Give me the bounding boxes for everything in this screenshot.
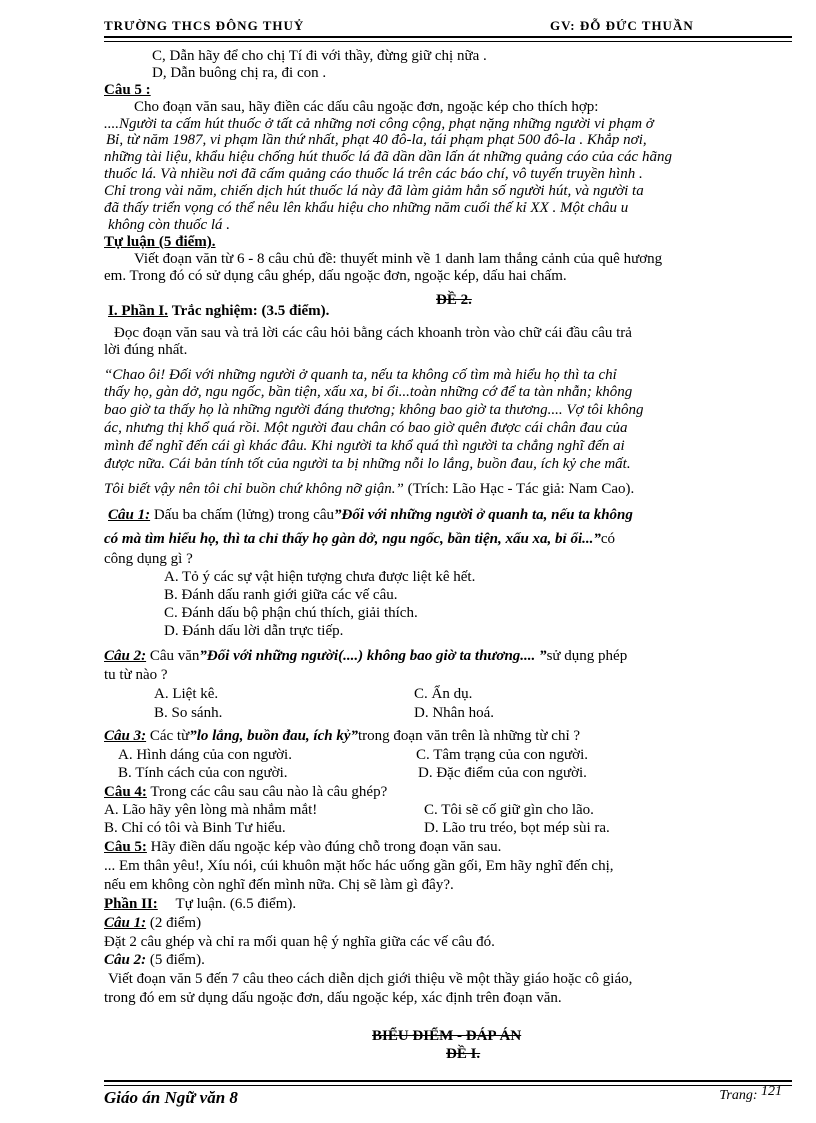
option-d-line: D, Dẫn buông chị ra, đi con . bbox=[152, 65, 327, 81]
question-5-heading: Câu 5 : bbox=[104, 82, 151, 98]
question-1-tail: có bbox=[600, 531, 616, 547]
essay-question-1-points: (2 điểm) bbox=[146, 915, 202, 931]
essay-question-2-text: Viết đoạn văn 5 đến 7 câu theo cách diễn dịch giới thiệu về một thầy giáo hoặc cô giáo, bbox=[108, 971, 633, 987]
essay-line: Viết đoạn văn từ 6 - 8 câu chủ đề: thuyết minh về 1 danh lam thắng cảnh của quê hương bbox=[134, 251, 663, 267]
part-2-label: Phần II: bbox=[104, 896, 158, 912]
answer-option: A. Hình dáng của con người. bbox=[118, 747, 292, 763]
passage-line: Bỉ, từ năm 1987, vi phạm lần thứ nhất, phạt 40 đô-la, tái phạm phạt 500 đô-la . Khắp nơi, bbox=[106, 132, 647, 148]
essay-question-1-label: Câu 1: bbox=[104, 915, 147, 931]
exam-1-title: ĐỀ I. bbox=[446, 1046, 481, 1062]
page-header bbox=[104, 16, 792, 32]
part-1-heading bbox=[108, 303, 798, 320]
answer-option: D. Nhân hoá. bbox=[414, 705, 494, 721]
quote-line: “Chao ôi! Đối với những người ở quanh ta, nếu ta không cố tìm mà hiểu họ thì ta chỉ bbox=[104, 367, 617, 383]
question-1-quote: ”Đối với những người ở quanh ta, nếu ta không bbox=[334, 507, 633, 523]
answer-option: A. Lão hãy yên lòng mà nhắm mắt! bbox=[104, 802, 318, 818]
question-5b-passage: ... Em thân yêu!, Xíu nói, cúi khuôn mặt hốc hác uống gần gối, Em hãy nghĩ đến chị, bbox=[104, 858, 614, 874]
question-5b-passage: nếu em không còn nghĩ đến mình nữa. Chị sẽ làm gì đây?. bbox=[104, 877, 454, 893]
question-1 bbox=[108, 507, 798, 524]
answer-option: B. Đánh dấu ranh giới giữa các vế câu. bbox=[164, 587, 398, 603]
question-3-text: Các từ bbox=[146, 728, 190, 744]
footer-rule-thin bbox=[104, 1085, 792, 1086]
page-footer bbox=[104, 1084, 792, 1110]
question-5-prompt: Cho đoạn văn sau, hãy điền các dấu câu ngoặc đơn, ngoặc kép cho thích hợp: bbox=[134, 99, 599, 115]
question-5b-text: Hãy điền dấu ngoặc kép vào đúng chỗ trong đoạn văn sau. bbox=[146, 839, 502, 855]
answer-option: A. Liệt kê. bbox=[154, 686, 219, 702]
answer-option: D. Lão tru tréo, bọt mép sùi ra. bbox=[424, 820, 610, 836]
question-5b-label: Câu 5: bbox=[104, 839, 147, 855]
answer-option: B. So sánh. bbox=[154, 705, 223, 721]
quote-source-line bbox=[104, 481, 794, 498]
question-3 bbox=[104, 728, 794, 745]
grading-title: BIỂU ĐIỂM - ĐÁP ÁN bbox=[372, 1028, 522, 1044]
footer-rule bbox=[104, 1080, 792, 1082]
essay-question-1-text: Đặt 2 câu ghép và chỉ ra mối quan hệ ý nghĩa giữa các vế câu đó. bbox=[104, 934, 495, 950]
question-2-tail: sử dụng phép bbox=[546, 648, 628, 664]
essay-line: em. Trong đó có sử dụng câu ghép, dấu ngoặc đơn, ngoặc kép, dấu hai chấm. bbox=[104, 268, 567, 284]
option-c-line: C, Dẫn hãy để cho chị Tí đi với thầy, đừng giữ chị nữa . bbox=[152, 48, 487, 64]
question-1-quote-cont: có mà tìm hiểu họ, thì ta chỉ thấy họ gàn dở, ngu ngốc, bần tiện, xấu xa, bỉ ổi...” bbox=[104, 531, 601, 547]
answer-option: D. Đặc điểm của con người. bbox=[418, 765, 587, 781]
quote-line: ác, nhưng thị khổ quá rồi. Một người đau chân có bao giờ quên được cái chân đau của bbox=[104, 420, 628, 436]
question-3-tail: trong đoạn văn trên là những từ chỉ ? bbox=[358, 728, 581, 744]
question-2-text: Câu văn bbox=[146, 648, 200, 664]
answer-option: C. Ẩn dụ. bbox=[414, 686, 473, 702]
quote-line: thấy họ, gàn dở, ngu ngốc, bần tiện, xấu xa, bỉ ổi...toàn những cớ để ta tàn nhẫn; không bbox=[104, 384, 633, 400]
essay-question-1 bbox=[104, 915, 794, 932]
instruction-line: lời đúng nhất. bbox=[104, 342, 188, 358]
passage-line: ....Người ta cấm hút thuốc ở tất cả những nơi công cộng, phạt nặng những người vi phạm ở bbox=[104, 116, 654, 132]
answer-option: C. Đánh dấu bộ phận chú thích, giải thích. bbox=[164, 605, 418, 621]
header-rule-thin bbox=[104, 41, 792, 42]
answer-option: B. Tính cách của con người. bbox=[118, 765, 288, 781]
question-2 bbox=[104, 648, 794, 665]
essay-question-2 bbox=[104, 952, 794, 969]
passage-line: thuốc lá. Và nhiều nơi đã cấm quảng cáo thuốc lá trên các báo chí, vô tuyến truyền hình . bbox=[104, 166, 643, 182]
question-3-label: Câu 3: bbox=[104, 728, 147, 744]
passage-line: không còn thuốc lá . bbox=[108, 217, 231, 233]
quote-last-sentence: Tôi biết vậy nên tôi chỉ buồn chứ không nỡ giận.” bbox=[104, 481, 404, 497]
quote-line: bao giờ ta thấy họ là những người đáng thương; không bao giờ ta thương.... Vợ tôi không bbox=[104, 402, 644, 418]
header-rule bbox=[104, 36, 792, 38]
question-2-label: Câu 2: bbox=[104, 648, 147, 664]
quote-line: mình để nghĩ đến cái gì khác đâu. Khi người ta khổ quá thì người ta chẳng nghĩ đến ai bbox=[104, 438, 625, 454]
instruction-line: Đọc đoạn văn sau và trả lời các câu hỏi bằng cách khoanh tròn vào chữ cái đầu câu trả bbox=[114, 325, 632, 341]
essay-heading: Tự luận (5 điểm). bbox=[104, 234, 216, 250]
exam-2-title: ĐỀ 2. bbox=[436, 292, 472, 308]
question-1-text: Dấu ba chấm (lửng) trong câu bbox=[150, 507, 334, 523]
part-1-title: Trắc nghiệm: (3.5 điểm). bbox=[171, 303, 330, 319]
question-4-text: Trong các câu sau câu nào là câu ghép? bbox=[146, 784, 388, 800]
header-teacher: GV: ĐỖ ĐỨC THUẦN bbox=[550, 18, 694, 32]
passage-line: Chỉ trong vài năm, chiến dịch hút thuốc lá này đã làm giảm hẳn số người hút, và người ta bbox=[104, 183, 644, 199]
answer-option: C. Tôi sẽ cố giữ gìn cho lão. bbox=[424, 802, 594, 818]
answer-option: D. Đánh dấu lời dẫn trực tiếp. bbox=[164, 623, 344, 639]
footer-page bbox=[719, 1084, 782, 1104]
question-1-end: công dụng gì ? bbox=[104, 551, 193, 567]
answer-option: A. Tỏ ý các sự vật hiện tượng chưa được liệt kê hết. bbox=[164, 569, 476, 585]
quote-line: được nữa. Cái bản tính tốt của người ta bị những nỗi lo lắng, buồn đau, ích kỷ che mất. bbox=[104, 456, 631, 472]
part-2-title: Tự luận. (6.5 điểm). bbox=[175, 896, 297, 912]
page-number: 121 bbox=[761, 1084, 782, 1099]
quote-source: (Trích: Lão Hạc - Tác giả: Nam Cao). bbox=[403, 481, 635, 497]
question-2-quote: ”Đối với những người(....) không bao giờ ta thương.... ” bbox=[199, 648, 547, 664]
question-4 bbox=[104, 784, 794, 801]
passage-line: những tài liệu, khẩu hiệu chống hút thuốc lá đã dần dần lấn át những quảng cáo của các hãng bbox=[104, 149, 672, 165]
question-1-cont bbox=[104, 531, 794, 548]
question-1-label: Câu 1: bbox=[108, 507, 151, 523]
question-5b bbox=[104, 839, 794, 856]
question-2-end: tu từ nào ? bbox=[104, 667, 168, 683]
header-school: TRƯỜNG THCS ĐÔNG THUỶ bbox=[104, 18, 305, 32]
part-1-label: I. Phần I. bbox=[108, 303, 169, 319]
answer-option: C. Tâm trạng của con người. bbox=[416, 747, 588, 763]
question-4-label: Câu 4: bbox=[104, 784, 147, 800]
footer-page-label: Trang: bbox=[719, 1088, 758, 1103]
passage-line: đã thấy triển vọng có thể nêu lên khẩu hiệu cho những năm cuối thế kỉ XX . Một châu u bbox=[104, 200, 629, 216]
essay-question-2-label: Câu 2: bbox=[104, 952, 147, 968]
essay-question-2-points: (5 điểm). bbox=[146, 952, 205, 968]
answer-option: B. Chỉ có tôi và Binh Tư hiểu. bbox=[104, 820, 286, 836]
question-3-quote: ”lo lắng, buồn đau, ích kỷ” bbox=[189, 728, 358, 744]
footer-title: Giáo án Ngữ văn 8 bbox=[104, 1088, 238, 1107]
essay-question-2-text: trong đó em sử dụng dấu ngoặc đơn, dấu ngoặc kép, xác định trên đoạn văn. bbox=[104, 990, 562, 1006]
part-2-heading bbox=[104, 896, 794, 913]
